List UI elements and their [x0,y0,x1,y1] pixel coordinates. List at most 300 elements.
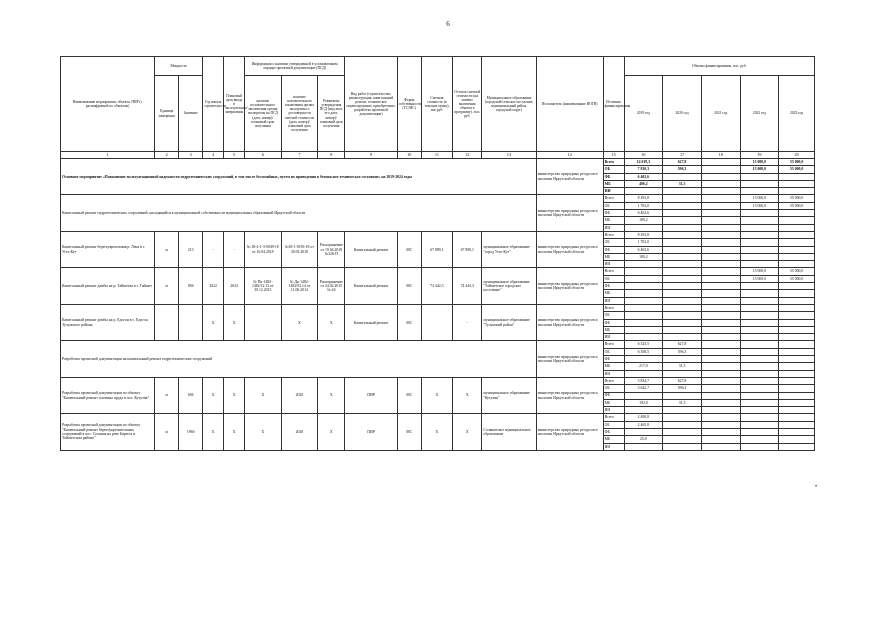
year-plan-cell: Х [224,414,245,450]
header-year: 2020 год [663,76,702,152]
unit-cell [155,304,179,340]
source-cell: МБ [603,399,624,406]
amount-cell [663,283,702,290]
amount-cell [663,428,702,435]
column-number: 20 [779,152,815,159]
source-cell: ИИ [603,297,624,304]
municipality-cell: Соляновское муниципальное образование [482,414,536,450]
source-cell: МБ [603,253,624,260]
psd-cost-cell: 2020 [281,414,318,450]
source-cell: ИИ [603,224,624,231]
amount-cell: 55 000,0 [779,166,815,173]
executor-cell: министерство природных ресурсов и экологии Иркутской области [536,268,603,304]
amount-cell [779,428,815,435]
amount-cell [624,356,663,363]
amount-cell [663,304,702,311]
amount-cell [779,436,815,443]
amount-cell [740,253,779,260]
amount-cell [701,275,740,282]
psd-req-cell: Х [318,377,345,413]
amount-cell [701,166,740,173]
object-name: Разработка проектной документации по объекту "Капитальный ремонт плотины пруда в пос. Кутулик" [61,377,155,413]
amount-cell [624,188,663,195]
amount-cell [740,217,779,224]
year-plan-cell: Х [224,377,245,413]
object-name: Капитальный ремонт дамбы на р. Тайшетка в г. Тайшет [61,268,155,304]
amount-cell: 8 293,8 [624,231,663,238]
year-start-cell: - [203,231,224,267]
year-start-cell: Х [203,377,224,413]
amount-cell: 7 810,3 [624,166,663,173]
amount-cell [663,407,702,414]
column-number-row [61,152,815,159]
amount-cell [779,304,815,311]
amount-cell [701,356,740,363]
amount-cell [779,370,815,377]
amount-cell [701,341,740,348]
amount-cell: 15 000,0 [740,159,779,166]
source-cell: ФБ [603,356,624,363]
column-number: 3 [179,152,203,159]
column-number: 7 [281,152,318,159]
amount-cell: 55 000,0 [779,159,815,166]
amount-cell: 1 702,0 [624,202,663,209]
amount-cell [663,334,702,341]
amount-cell: 15 000,0 [740,268,779,275]
amount-cell [740,283,779,290]
column-number: 1 [61,152,155,159]
amount-cell [701,334,740,341]
amount-cell [663,312,702,319]
source-cell: Всего [603,341,624,348]
amount-cell [663,188,702,195]
header-name: Наименование мероприятия, объекта, ПИР (с расшифровкой по объектам) [61,57,155,152]
program-table [60,56,815,451]
amount-cell [663,231,702,238]
amount-cell: 3 642,7 [624,385,663,392]
amount-cell [701,385,740,392]
header-year: 2023 год [779,76,815,152]
amount-cell [779,377,815,384]
header-row [61,57,815,76]
amount-cell [701,319,740,326]
amount-cell: 596,3 [663,348,702,355]
amount-cell [740,428,779,435]
source-cell: ФБ [603,392,624,399]
amount-cell [624,290,663,297]
amount-cell [740,231,779,238]
amount-cell: 55 000,0 [779,202,815,209]
amount-cell [740,370,779,377]
work-type-cell: ПИР [345,414,397,450]
amount-cell [624,261,663,268]
object-name: Разработка проектной документации по объекту "Капитальный ремонт берегоукрепительных сооружений в пос. Соляная на реке Бирюса в Тайшетском районе" [61,414,155,450]
source-cell: ОБ [603,166,624,173]
source-cell: ИИ [603,261,624,268]
source-cell: ИИ [603,443,624,450]
amount-cell: 627,8 [663,159,702,166]
amount-cell [624,224,663,231]
amount-cell: 25,0 [624,436,663,443]
amount-cell [701,414,740,421]
work-type-cell: Капитальный ремонт [345,268,397,304]
source-cell: ОБ [603,312,624,319]
amount-cell: 15 000,0 [740,195,779,202]
amount-cell [701,370,740,377]
amount-cell [663,290,702,297]
psd-req-cell: Распоряжение от 19.04.2018 №326-П [318,231,345,267]
column-number: 10 [397,152,421,159]
amount-cell [663,253,702,260]
amount-cell [779,312,815,319]
amount-cell [701,290,740,297]
source-cell: ОБ [603,421,624,428]
header-year: 2022 год [740,76,779,152]
source-cell: МБ [603,436,624,443]
amount-cell [779,283,815,290]
amount-cell [779,253,815,260]
source-cell: ФБ [603,428,624,435]
header-year: 2019 год [624,76,663,152]
municipality-cell: муниципальное образование "Кутулик" [482,377,536,413]
amount-cell [663,443,702,450]
source-cell: ОБ [603,385,624,392]
amount-cell [740,436,779,443]
header-ownership: Форма собственности (ГС/МС) [397,57,421,152]
amount-cell [701,202,740,209]
source-cell: ФБ [603,246,624,253]
source-cell: МБ [603,290,624,297]
column-number: 12 [453,152,482,159]
header-year-plan: Плановый срок ввода в эксплуатацию/завершения [224,57,245,152]
amount-cell [779,421,815,428]
amount-cell [663,356,702,363]
amount-cell: 3 834,7 [624,377,663,384]
amount-cell [701,195,740,202]
unit-cell: м [155,268,179,304]
est-cost-cell: 67 889,1 [421,231,452,267]
amount-cell [779,210,815,217]
amount-cell [740,414,779,421]
amount-cell: 15 000,0 [740,275,779,282]
remaining-cell: Х [453,414,482,450]
municipality-cell: муниципальное образование "город Усть-Кут" [482,231,536,267]
amount-cell [740,377,779,384]
object-name: Капитальный ремонт дамбы на р. Едогон в с. Едогон Тулунского района [61,304,155,340]
column-number: 8 [318,152,345,159]
amount-cell [701,224,740,231]
est-cost-cell: 74 442,3 [421,268,452,304]
amount-cell [779,414,815,421]
amount-cell [701,407,740,414]
amount-cell: 14 619,3 [624,159,663,166]
source-cell: МБ [603,217,624,224]
amount-cell [740,363,779,370]
amount-cell: 6 325,5 [624,341,663,348]
amount-cell [701,180,740,187]
source-cell: Всего [603,414,624,421]
column-number: 17 [663,152,702,159]
source-cell: ОБ [603,275,624,282]
amount-cell [740,188,779,195]
amount-cell [740,326,779,333]
amount-cell: 596,3 [663,166,702,173]
amount-cell [740,210,779,217]
column-number: 5 [224,152,245,159]
table-row [61,377,815,384]
amount-cell [624,428,663,435]
amount-cell [779,399,815,406]
value-cell: 213 [179,231,203,267]
amount-cell [624,407,663,414]
remaining-cell: 67 890,1 [453,231,482,267]
source-cell: Всего [603,231,624,238]
amount-cell: 55 000,0 [779,268,815,275]
amount-cell [701,261,740,268]
amount-cell: 627,8 [663,377,702,384]
amount-cell: 406,2 [624,180,663,187]
psd-expert-cell [245,304,282,340]
amount-cell [740,421,779,428]
table-row [61,268,815,275]
amount-cell [701,363,740,370]
psd-cost-cell: 2020 [281,377,318,413]
column-number: 6 [245,152,282,159]
amount-cell [701,443,740,450]
amount-cell [663,275,702,282]
header-work-type: Вид работ (строительство, реконструкция, капитальный ремонт, техническое перевооружение, приобретение, разработка проектной документации) [345,57,397,152]
amount-cell: 15 000,0 [740,166,779,173]
amount-cell [779,319,815,326]
amount-cell [701,436,740,443]
est-cost-cell: Х [421,377,452,413]
unit-cell: м [155,414,179,450]
amount-cell [740,385,779,392]
amount-cell: 2 490,8 [624,414,663,421]
column-number: 18 [701,152,740,159]
psd-expert-cell: № Пк-1482-1482/12.13 от 30.12.2013 [245,268,282,304]
amount-cell [624,334,663,341]
amount-cell [663,319,702,326]
amount-cell [779,188,815,195]
amount-cell [740,341,779,348]
amount-cell: 6 402,6 [624,210,663,217]
amount-cell [663,217,702,224]
source-cell: ФБ [603,173,624,180]
ownership-cell: МС [397,268,421,304]
header-year-start: Год начала строительства [203,57,224,152]
year-plan-cell: - [224,231,245,267]
amount-cell [740,173,779,180]
value-cell [179,304,203,340]
psd-cost-cell: № Дк-1482-1482/03.14 от 11.06.2014 [281,268,318,304]
psd-expert-cell: Х [245,377,282,413]
column-number: 2 [155,152,179,159]
page-mark: • [815,484,818,490]
amount-cell [701,377,740,384]
year-plan-cell: Х [224,304,245,340]
executor-cell: министерство природных ресурсов и экологии Иркутской области [536,377,603,413]
amount-cell [624,312,663,319]
amount-cell [740,348,779,355]
amount-cell [779,180,815,187]
amount-cell [701,159,740,166]
amount-cell [701,392,740,399]
unit-cell: м [155,377,179,413]
psd-cost-cell: №38-1-0183-18 от 30.03.2018 [281,231,318,267]
psd-req-cell: Х [318,304,345,340]
amount-cell [779,341,815,348]
amount-cell [701,399,740,406]
amount-cell: 189,2 [624,253,663,260]
header-psd-cost: наличие положительного заключения органа экспертизы о достоверности сметной стоимости (дата, номер)/плановый срок получения [281,76,318,152]
year-start-cell: 2022 [203,268,224,304]
amount-cell [779,348,815,355]
amount-cell [701,188,740,195]
amount-cell [740,319,779,326]
amount-cell [701,239,740,246]
amount-cell [663,246,702,253]
header-funding: Объемы финансирования, тыс. руб. [624,57,814,76]
table-row [61,341,815,348]
amount-cell [740,261,779,268]
amount-cell: 596,3 [663,385,702,392]
amount-cell: 192,0 [624,399,663,406]
value-cell: 856 [179,268,203,304]
amount-cell [740,407,779,414]
work-type-cell: Капитальный ремонт [345,304,397,340]
amount-cell [624,319,663,326]
source-cell: ОБ [603,348,624,355]
amount-cell [624,297,663,304]
amount-cell [701,253,740,260]
amount-cell [663,239,702,246]
value-cell: 694 [179,377,203,413]
column-number: 11 [421,152,452,159]
amount-cell [701,428,740,435]
year-plan-cell: 2023 [224,268,245,304]
est-cost-cell [421,304,452,340]
header-value: Значение [179,76,203,152]
remaining-cell: 74 443,3 [453,268,482,304]
executor-cell: министерство природных ресурсов и экологии Иркутской области [536,159,603,195]
header-psd-expert: наличие положительного заключения органа экспертизы на ПСД (дата, номер)/плановый срок получения [245,76,282,152]
column-number: 19 [740,152,779,159]
source-cell: ФБ [603,283,624,290]
psd-expert-cell: № 38-2-1-3-0049-18 от 16.04.2018 [245,231,282,267]
amount-cell [701,421,740,428]
amount-cell: 627,8 [663,341,702,348]
amount-cell: 1 702,0 [624,239,663,246]
header-psd-info: Информация о наличии утвержденной в установленном порядке проектной документации (ПСД) [245,57,345,76]
work-type-cell: ПИР [345,377,397,413]
amount-cell [779,173,815,180]
ownership-cell: МС [397,377,421,413]
table-row [61,159,815,166]
amount-cell: 31,5 [663,399,702,406]
amount-cell [701,326,740,333]
header-year: 2021 год [701,76,740,152]
amount-cell [779,326,815,333]
amount-cell [663,261,702,268]
psd-cost-cell: Х [281,304,318,340]
amount-cell [779,261,815,268]
source-cell: Всего [603,159,624,166]
amount-cell [663,173,702,180]
table-row [61,414,815,421]
executor-cell: министерство природных ресурсов и экологии Иркутской области [536,414,603,450]
header-source: Источник финансирования [603,57,624,152]
psd-expert-cell: Х [245,414,282,450]
amount-cell [663,210,702,217]
amount-cell: 15 000,0 [740,202,779,209]
amount-cell: 2 465,8 [624,421,663,428]
table-row [61,304,815,311]
source-cell: Всего [603,268,624,275]
amount-cell [663,370,702,377]
amount-cell [663,436,702,443]
est-cost-cell: Х [421,414,452,450]
amount-cell [740,304,779,311]
executor-cell: министерство природных ресурсов и экологии Иркутской области [536,195,603,231]
amount-cell [779,385,815,392]
amount-cell [624,326,663,333]
source-cell: ОБ [603,239,624,246]
value-cell: 1960 [179,414,203,450]
amount-cell [701,210,740,217]
amount-cell [701,348,740,355]
amount-cell [663,202,702,209]
amount-cell: 8 293,8 [624,195,663,202]
amount-cell [701,297,740,304]
amount-cell [701,231,740,238]
amount-cell: 31,5 [663,363,702,370]
amount-cell [663,268,702,275]
amount-cell [779,443,815,450]
municipality-cell: муниципальное образование "Тулунский район" [482,304,536,340]
amount-cell [624,304,663,311]
work-type-cell: Капитальный ремонт [345,231,397,267]
column-number: 16 [624,152,663,159]
remaining-cell: - [453,304,482,340]
source-cell: ИИ [603,370,624,377]
table-row [61,195,815,202]
amount-cell [701,268,740,275]
amount-cell [779,392,815,399]
header-municipality: Муниципальное образование (городской/сельское поселение, муниципальный район, городской округ) [482,57,536,152]
amount-cell [779,290,815,297]
header-unit: Единица измерения [155,76,179,152]
amount-cell: 189,2 [624,217,663,224]
amount-cell [624,392,663,399]
year-start-cell: Х [203,414,224,450]
amount-cell [701,173,740,180]
executor-cell: министерство природных ресурсов и экологии Иркутской области [536,341,603,377]
amount-cell [740,224,779,231]
source-cell: Всего [603,377,624,384]
amount-cell [779,224,815,231]
amount-cell [779,246,815,253]
object-name: Капитальный ремонт берегоукрепления р. Лена в г. Усть-Кут [61,231,155,267]
executor-cell: министерство природных ресурсов и экологии Иркутской области [536,304,603,340]
amount-cell [779,334,815,341]
amount-cell [624,443,663,450]
amount-cell [740,392,779,399]
amount-cell [740,239,779,246]
ownership-cell: МС [397,414,421,450]
amount-cell [779,363,815,370]
source-cell: ОБ [603,202,624,209]
